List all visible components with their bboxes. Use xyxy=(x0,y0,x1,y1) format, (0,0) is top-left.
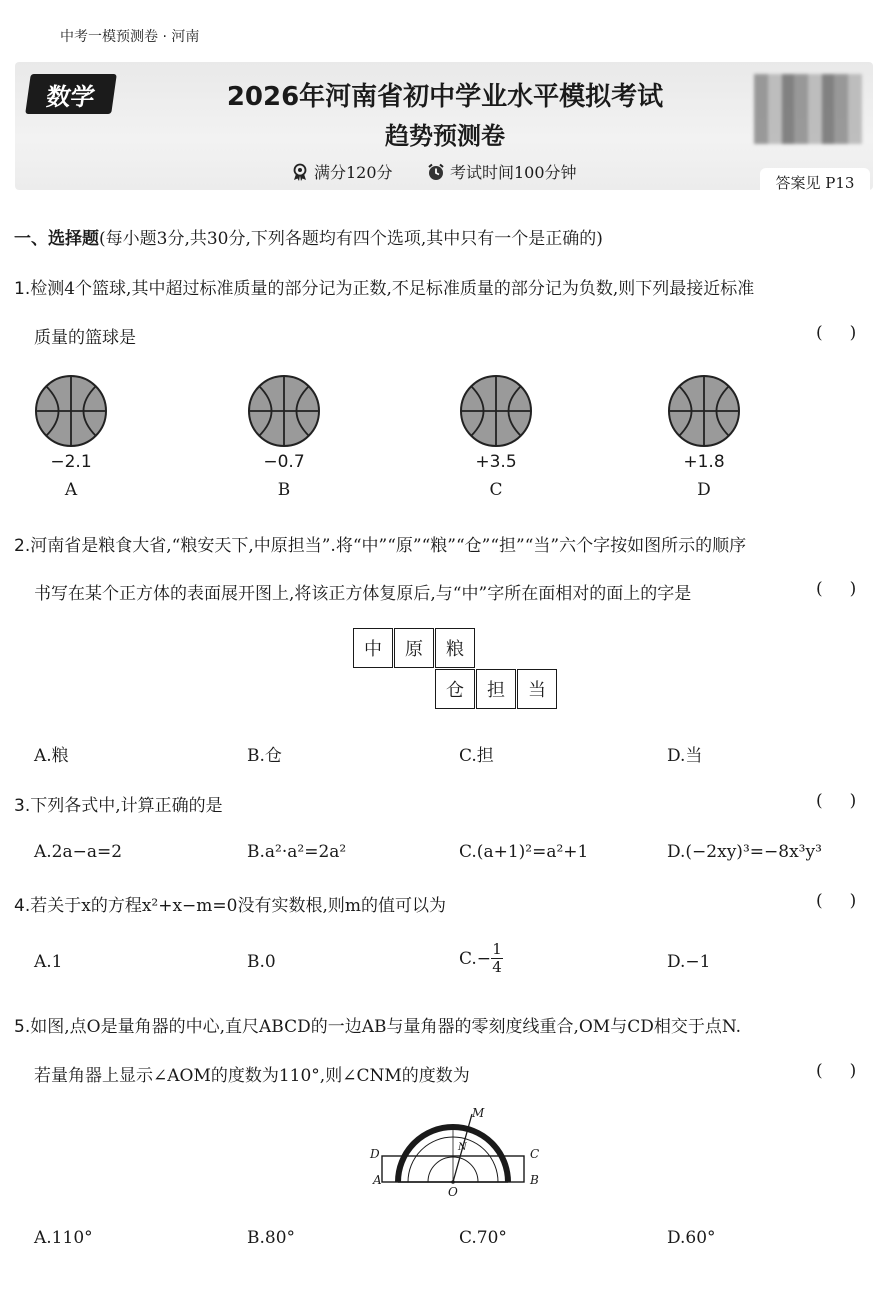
label-n: N xyxy=(458,1142,467,1153)
option-c[interactable]: C xyxy=(489,480,503,500)
option-d[interactable]: D.−1 xyxy=(667,952,711,972)
ball-value-b: −0.7 xyxy=(263,452,305,472)
option-a[interactable]: A.粮 xyxy=(34,746,69,766)
answer-blank-4[interactable]: ( ) xyxy=(816,891,857,911)
basketball-icon-d xyxy=(667,374,741,448)
answer-blank-3[interactable]: ( ) xyxy=(816,791,857,811)
subject-badge: 数学 xyxy=(25,74,117,114)
net-cell: 仓 xyxy=(435,669,475,709)
full-score: 满分120分 xyxy=(290,160,393,183)
net-cell: 中 xyxy=(353,628,393,668)
option-d[interactable]: D.60° xyxy=(667,1228,716,1248)
basketball-icon-c xyxy=(459,374,533,448)
ball-value-a: −2.1 xyxy=(50,452,92,472)
point-o xyxy=(451,1180,455,1184)
question-1-text: 1.检测4个篮球,其中超过标准质量的部分记为正数,不足标准质量的部分记为负数,则下列最接近标准 xyxy=(14,279,755,299)
net-cell: 当 xyxy=(517,669,557,709)
option-a[interactable]: A.2a−a=2 xyxy=(34,842,123,862)
net-cell: 原 xyxy=(394,628,434,668)
answer-reference: 答案见 P13 xyxy=(760,168,870,196)
option-c[interactable]: C.担 xyxy=(459,746,494,766)
option-b[interactable]: B.0 xyxy=(247,952,276,972)
net-cell: 担 xyxy=(476,669,516,709)
protractor-ruler-figure xyxy=(360,1102,550,1198)
label-b: B xyxy=(530,1173,539,1187)
label-m: M xyxy=(472,1106,485,1120)
question-5-text-cont: 若量角器上显示∠AOM的度数为110°,则∠CNM的度数为 xyxy=(34,1066,470,1086)
option-b[interactable]: B xyxy=(277,480,291,500)
option-a[interactable]: A.1 xyxy=(34,952,63,972)
label-d: D xyxy=(370,1147,380,1161)
option-b[interactable]: B.仓 xyxy=(247,746,282,766)
answer-blank-2[interactable]: ( ) xyxy=(816,579,857,599)
option-a[interactable]: A.110° xyxy=(34,1228,93,1248)
question-3-text: 3.下列各式中,计算正确的是 xyxy=(14,796,223,816)
label-a: A xyxy=(373,1173,382,1187)
option-c[interactable]: C.70° xyxy=(459,1228,507,1248)
option-b[interactable]: B.80° xyxy=(247,1228,296,1248)
option-d[interactable]: D.当 xyxy=(667,746,703,766)
question-5-text: 5.如图,点O是量角器的中心,直尺ABCD的一边AB与量角器的零刻度线重合,OM与CD相交于点N. xyxy=(14,1017,742,1037)
question-4-text: 4.若关于x的方程x²+x−m=0没有实数根,则m的值可以为 xyxy=(14,896,447,916)
label-c: C xyxy=(530,1147,540,1161)
question-2-text-cont: 书写在某个正方体的表面展开图上,将该正方体复原后,与“中”字所在面相对的面上的字是 xyxy=(34,584,692,604)
answer-blank-5[interactable]: ( ) xyxy=(816,1061,857,1081)
ball-value-d: +1.8 xyxy=(683,452,725,472)
option-c[interactable]: C.− $\frac{1}{4}$ xyxy=(459,940,502,976)
question-2-text: 2.河南省是粮食大省,“粮安天下,中原担当”.将“中”“原”“粮”“仓”“担”“当”六个字按如图所示的顺序 xyxy=(14,536,747,556)
fraction-one-quarter: $\frac{1}{4}$ xyxy=(492,940,502,976)
basketball-icon-a xyxy=(34,374,108,448)
option-d[interactable]: D.(−2xy)³=−8x³y³ xyxy=(667,842,822,862)
exam-time: 考试时间100分钟 xyxy=(426,160,577,183)
label-o: O xyxy=(448,1185,458,1198)
option-d[interactable]: D xyxy=(697,480,711,500)
exam-title: 2026年河南省初中学业水平模拟考试 xyxy=(226,82,664,112)
question-1-text-cont: 质量的篮球是 xyxy=(34,328,136,348)
series-label: 中考一模预测卷 · 河南 xyxy=(60,29,200,45)
ball-value-c: +3.5 xyxy=(475,452,517,472)
option-a[interactable]: A xyxy=(64,480,78,500)
basketball-icon-b xyxy=(247,374,321,448)
answer-blank-1[interactable]: ( ) xyxy=(816,323,857,343)
net-cell: 粮 xyxy=(435,628,475,668)
option-c[interactable]: C.(a+1)²=a²+1 xyxy=(459,842,589,862)
blurred-qr-code xyxy=(754,74,862,144)
option-b[interactable]: B.a²·a²=2a² xyxy=(247,842,347,862)
award-icon xyxy=(290,162,310,182)
exam-subtitle: 趋势预测卷 xyxy=(385,122,505,150)
section-heading: 一、选择题(每小题3分,共30分,下列各题均有四个选项,其中只有一个是正确的) xyxy=(14,229,603,249)
alarm-clock-icon xyxy=(426,162,446,182)
